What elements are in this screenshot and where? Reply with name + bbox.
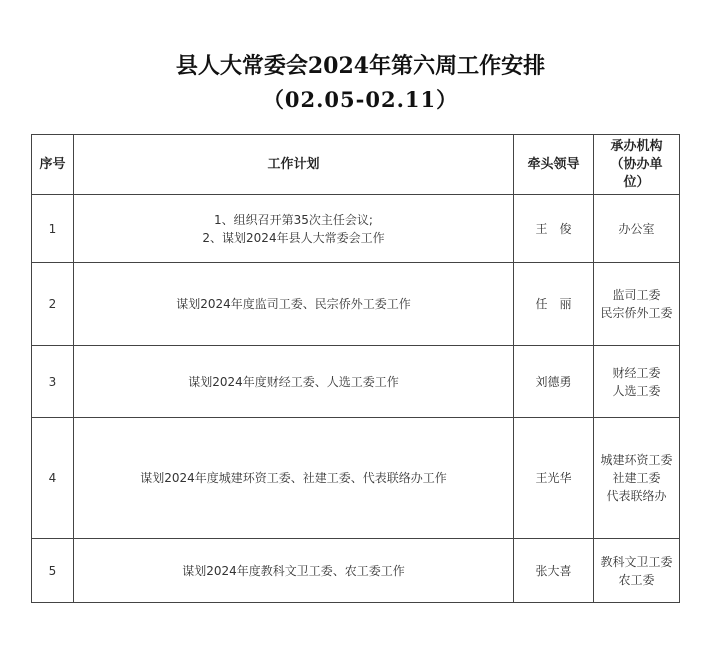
- table-row: [32, 195, 680, 263]
- org-line: 人选工委: [612, 383, 661, 398]
- row-plan: [74, 539, 514, 603]
- row-plan: [74, 418, 514, 539]
- schedule-table: [31, 134, 680, 603]
- org-line: 办公室: [618, 221, 655, 236]
- plan-line: 2、谋划2024年县人大常委会工作: [202, 230, 385, 245]
- row-index: 5: [32, 539, 74, 603]
- document-title: 县人大常委会2024年第六周工作安排: [175, 53, 546, 79]
- org-line: 代表联络办: [606, 489, 667, 503]
- org-line: 民宗侨外工委: [600, 306, 673, 320]
- plan-line: 谋划2024年度监司工委、民宗侨外工委工作: [176, 297, 411, 311]
- header-index: 序号: [32, 135, 74, 195]
- header-org-line: 承办机构: [610, 138, 663, 154]
- plan-line: 谋划2024年度教科文卫工委、农工委工作: [182, 563, 405, 578]
- table-row: [32, 263, 680, 346]
- row-org: [594, 346, 680, 418]
- table-row: [32, 346, 680, 418]
- table-row: [32, 418, 680, 539]
- row-plan: [74, 195, 514, 263]
- plan-line: 谋划2024年度城建环资工委、社建工委、代表联络办工作: [140, 471, 447, 485]
- row-org: [594, 195, 680, 263]
- plan-line: 1、组织召开第35次主任会议;: [214, 212, 373, 227]
- org-line: 监司工委: [612, 288, 661, 302]
- row-org: [594, 418, 680, 539]
- org-line: 农工委: [618, 572, 655, 587]
- table-row: [32, 539, 680, 603]
- plan-line: 谋划2024年度财经工委、人选工委工作: [188, 374, 399, 389]
- row-plan: [74, 346, 514, 418]
- row-index: 2: [32, 263, 74, 346]
- row-org: [594, 263, 680, 346]
- header-org-line: 位）: [623, 174, 650, 190]
- row-index: 3: [32, 346, 74, 418]
- row-index: 4: [32, 418, 74, 539]
- row-leader: 刘德勇: [514, 346, 594, 418]
- row-index: 1: [32, 195, 74, 263]
- org-line: 城建环资工委: [600, 453, 673, 467]
- row-leader: 任 丽: [514, 263, 594, 346]
- row-org: [594, 539, 680, 603]
- row-leader: 王光华: [514, 418, 594, 539]
- header-leader: 牵头领导: [514, 135, 594, 195]
- org-line: 社建工委: [612, 471, 661, 485]
- header-org: [594, 135, 680, 195]
- header-plan: 工作计划: [74, 135, 514, 195]
- row-leader: 王 俊: [514, 195, 594, 263]
- header-org-line: （协办单: [610, 156, 663, 172]
- table-header-row: [32, 135, 680, 195]
- org-line: 财经工委: [612, 365, 661, 380]
- document-subtitle-date-range: （02.05-02.11）: [262, 87, 459, 112]
- row-plan: [74, 263, 514, 346]
- row-leader: 张大喜: [514, 539, 594, 603]
- org-line: 教科文卫工委: [600, 554, 673, 569]
